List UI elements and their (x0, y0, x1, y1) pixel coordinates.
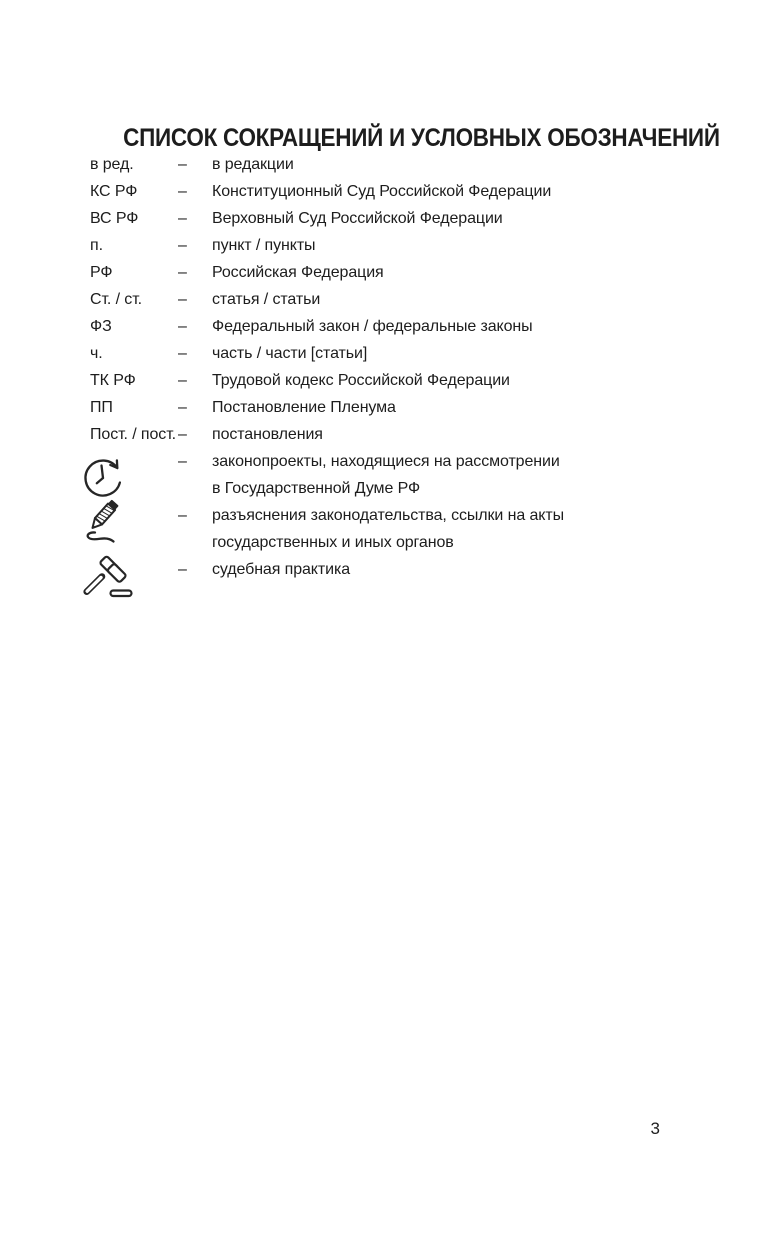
abbreviation-row (90, 286, 710, 313)
dash-separator: – (178, 156, 187, 173)
definition-line: Верховный Суд Российской Федерации (212, 210, 503, 227)
dash-separator: – (178, 237, 187, 254)
abbreviation-term: п. (90, 237, 103, 254)
dash-separator: – (178, 426, 187, 443)
definition-line: пункт / пункты (212, 237, 316, 254)
abbreviation-definition (212, 448, 710, 502)
dash-separator: – (178, 183, 187, 200)
gavel-icon (80, 553, 136, 601)
pencil-note-icon (81, 498, 123, 546)
definition-line: в редакции (212, 156, 294, 173)
dash-separator: – (178, 453, 187, 470)
abbreviation-definition (212, 394, 710, 421)
definition-line: статья / статьи (212, 291, 321, 308)
dash-separator: – (178, 372, 187, 389)
definition-line: законопроекты, находящиеся на рассмотрении (212, 453, 560, 470)
abbreviation-definition (212, 178, 710, 205)
abbreviation-definition (212, 313, 710, 340)
abbreviation-list (90, 151, 710, 601)
abbreviation-row (90, 367, 710, 394)
page-number: 3 (650, 1119, 660, 1138)
abbreviation-definition (212, 502, 710, 556)
dash-separator: – (178, 507, 187, 524)
definition-line: Федеральный закон / федеральные законы (212, 318, 533, 335)
abbreviation-definition (212, 151, 710, 178)
abbreviation-term: ФЗ (90, 318, 112, 335)
abbreviation-term: РФ (90, 264, 113, 281)
abbreviation-row (90, 556, 710, 601)
definition-line: судебная практика (212, 561, 350, 578)
abbreviation-row (90, 205, 710, 232)
abbreviation-row (90, 313, 710, 340)
abbreviation-term: ТК РФ (90, 372, 136, 389)
dash-separator: – (178, 264, 187, 281)
abbreviation-row (90, 340, 710, 367)
abbreviation-definition (212, 259, 710, 286)
abbreviation-row (90, 421, 710, 448)
dash-separator: – (178, 561, 187, 578)
abbreviation-definition (212, 286, 710, 313)
page-title (90, 122, 720, 153)
dash-separator: – (178, 291, 187, 308)
dash-separator: – (178, 345, 187, 362)
definition-line: постановления (212, 426, 323, 443)
abbreviation-definition (212, 205, 710, 232)
abbreviation-row (90, 178, 710, 205)
clock-history-icon (83, 451, 125, 499)
definition-line: Российская Федерация (212, 264, 384, 281)
abbreviation-definition (212, 340, 710, 367)
abbreviation-icon-cell (90, 556, 178, 601)
definition-line: государственных и иных органов (212, 534, 454, 551)
abbreviation-definition (212, 232, 710, 259)
abbreviation-row (90, 151, 710, 178)
abbreviation-term: Пост. / пост. (90, 426, 176, 443)
abbreviation-row (90, 502, 710, 556)
abbreviation-definition (212, 367, 710, 394)
abbreviation-term: в ред. (90, 156, 134, 173)
definition-line: часть / части [статьи] (212, 345, 368, 362)
abbreviation-term: ВС РФ (90, 210, 139, 227)
definition-line: разъяснения законодательства, ссылки на акты (212, 507, 564, 524)
dash-separator: – (178, 399, 187, 416)
abbreviation-term: КС РФ (90, 183, 138, 200)
abbreviation-row (90, 394, 710, 421)
page-title-text: СПИСОК СОКРАЩЕНИЙ И УСЛОВНЫХ ОБОЗНАЧЕНИЙ (123, 124, 720, 153)
definition-line: в Государственной Думе РФ (212, 480, 421, 497)
dash-separator: – (178, 210, 187, 227)
abbreviation-row (90, 259, 710, 286)
abbreviation-row (90, 232, 710, 259)
abbreviation-definition (212, 556, 710, 583)
abbreviation-term: ПП (90, 399, 113, 416)
abbreviation-row (90, 448, 710, 502)
abbreviation-term: ч. (90, 345, 103, 362)
abbreviation-definition (212, 421, 710, 448)
dash-separator: – (178, 318, 187, 335)
definition-line: Конституционный Суд Российской Федерации (212, 183, 552, 200)
abbreviation-term: Ст. / ст. (90, 291, 142, 308)
abbreviation-icon-cell (90, 502, 178, 546)
abbreviation-icon-cell (90, 448, 178, 499)
definition-line: Постановление Пленума (212, 399, 396, 416)
definition-line: Трудовой кодекс Российской Федерации (212, 372, 510, 389)
